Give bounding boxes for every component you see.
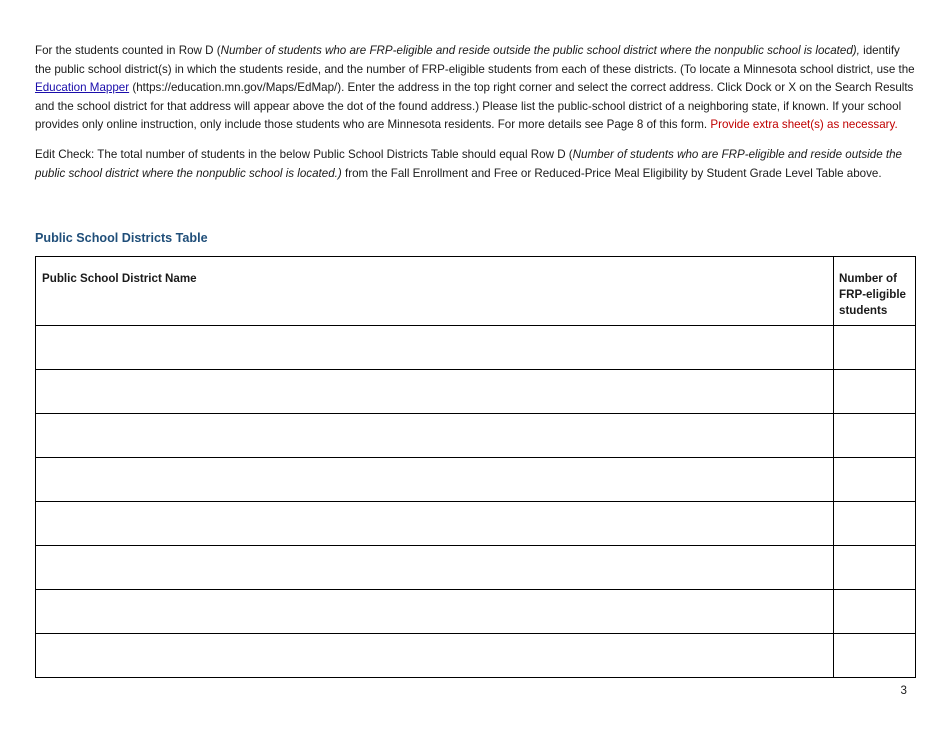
extra-sheets-note: Provide extra sheet(s) as necessary. bbox=[710, 118, 898, 132]
instructions-row-d-definition: Number of students who are FRP-eligible and reside outside the public school district where the nonpublic school is located), bbox=[220, 44, 860, 57]
table-row bbox=[36, 458, 916, 502]
frp-count-cell[interactable] bbox=[834, 370, 916, 414]
table-row bbox=[36, 590, 916, 634]
frp-count-cell[interactable] bbox=[834, 326, 916, 370]
frp-count-cell[interactable] bbox=[834, 590, 916, 634]
district-name-column-header: Public School District Name bbox=[36, 257, 834, 326]
district-name-cell[interactable] bbox=[36, 634, 834, 678]
district-name-cell[interactable] bbox=[36, 370, 834, 414]
education-mapper-link[interactable]: Education Mapper bbox=[35, 81, 130, 95]
district-name-cell[interactable] bbox=[36, 546, 834, 590]
districts-table-heading: Public School Districts Table bbox=[35, 231, 208, 245]
instructions-prefix: For the students counted in Row D ( bbox=[35, 44, 221, 57]
frp-count-cell[interactable] bbox=[834, 546, 916, 590]
edit-check-suffix: from the Fall Enrollment and Free or Reduced-Price Meal Eligibility by Student Grade Level Table above. bbox=[341, 166, 882, 180]
page-number: 3 bbox=[900, 684, 907, 697]
frp-count-column-header: Number of FRP-eligible students bbox=[834, 257, 916, 326]
frp-count-cell[interactable] bbox=[834, 458, 916, 502]
form-page bbox=[35, 42, 915, 317]
edit-check-paragraph bbox=[35, 146, 915, 183]
table-header-row bbox=[36, 257, 916, 326]
table-row bbox=[36, 546, 916, 590]
district-name-cell[interactable] bbox=[36, 590, 834, 634]
table-row bbox=[36, 634, 916, 678]
edit-check-prefix: Edit Check: The total number of students in the below Public School Districts Table should equal Row D ( bbox=[35, 147, 573, 161]
district-name-cell[interactable] bbox=[36, 458, 834, 502]
frp-count-cell[interactable] bbox=[834, 634, 916, 678]
instructions-paragraph bbox=[35, 42, 915, 135]
frp-count-cell[interactable] bbox=[834, 414, 916, 458]
public-school-districts-table bbox=[35, 256, 916, 678]
table-row bbox=[36, 326, 916, 370]
district-name-cell[interactable] bbox=[36, 502, 834, 546]
table-row bbox=[36, 414, 916, 458]
edit-check-row-d-definition: Number of students who are FRP-eligible and reside outside the public school district where the nonpublic school is located.) bbox=[35, 147, 902, 180]
instructions-after-link: (https://education.mn.gov/Maps/EdMap/). Enter the address in the top right corner and select the correct address. Click Dock or X on the Search Results and the school district for that address will appear above the dot of the found address.) Please list the public-school district of a neighboring state, if known. If your school provides only online instruction, only include those students who are Minnesota residents. For more details see Page 8 of this form. bbox=[35, 81, 914, 132]
table-row bbox=[36, 370, 916, 414]
table-row bbox=[36, 502, 916, 546]
district-name-cell[interactable] bbox=[36, 414, 834, 458]
district-name-cell[interactable] bbox=[36, 326, 834, 370]
frp-count-cell[interactable] bbox=[834, 502, 916, 546]
instructions-middle: identify the public school district(s) in which the students reside, and the number of FRP-eligible students from each of these districts. (To locate a Minnesota school district, use the bbox=[35, 44, 915, 76]
